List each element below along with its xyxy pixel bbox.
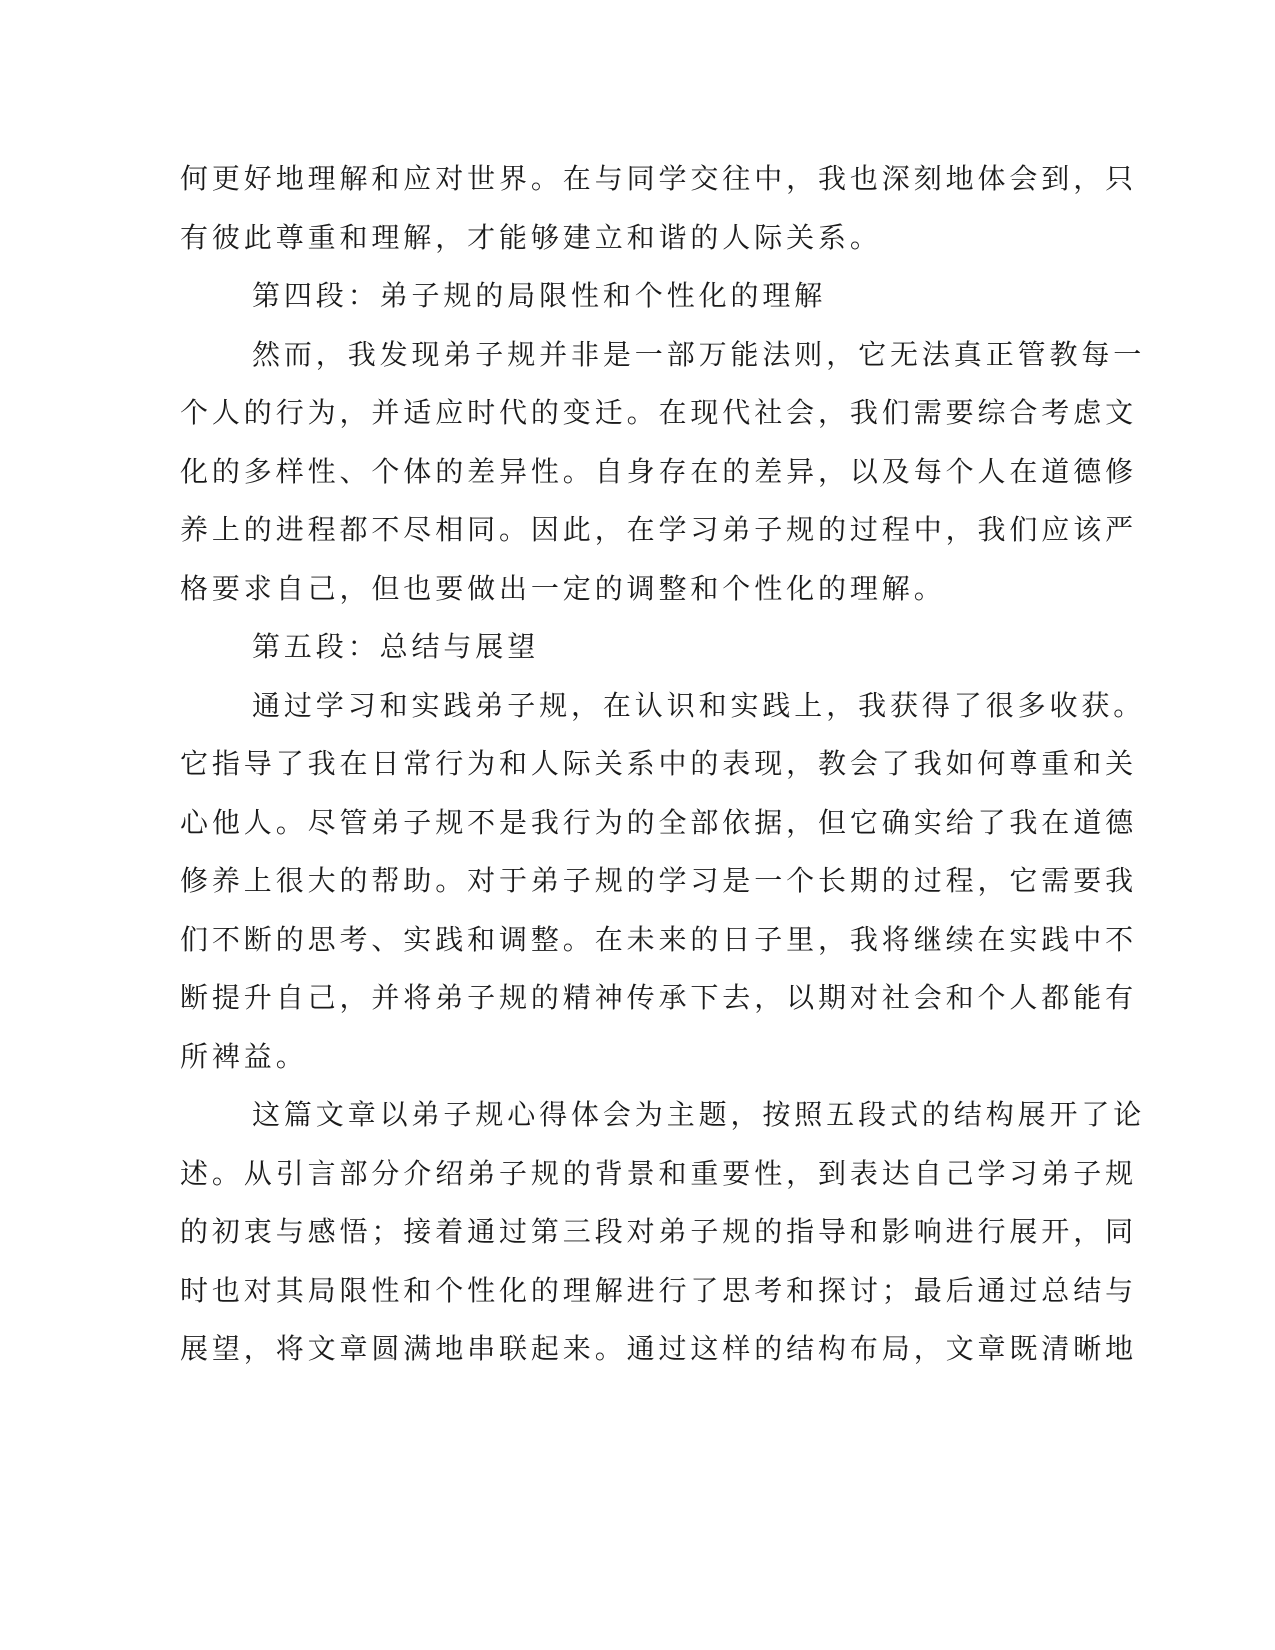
text-line-7: 养上的进程都不尽相同。因此，在学习弟子规的过程中，我们应该严 — [180, 513, 1138, 546]
text-line-15: 断提升自己，并将弟子规的精神传承下去，以期对社会和个人都能有 — [180, 981, 1138, 1014]
section-heading-5: 第五段：总结与展望 — [252, 630, 540, 663]
section-heading-4: 第四段：弟子规的局限性和个性化的理解 — [252, 279, 827, 312]
text-line-14: 们不断的思考、实践和调整。在未来的日子里，我将继续在实践中不 — [180, 923, 1138, 956]
text-line-12: 心他人。尽管弟子规不是我行为的全部依据，但它确实给了我在道德 — [180, 806, 1138, 839]
text-line-20: 时也对其局限性和个性化的理解进行了思考和探讨；最后通过总结与 — [180, 1274, 1138, 1307]
text-line-8: 格要求自己，但也要做出一定的调整和个性化的理解。 — [180, 572, 946, 605]
text-line-17: 这篇文章以弟子规心得体会为主题，按照五段式的结构展开了论 — [252, 1098, 1146, 1131]
text-line-10: 通过学习和实践弟子规，在认识和实践上，我获得了很多收获。 — [252, 689, 1146, 722]
text-line-21: 展望，将文章圆满地串联起来。通过这样的结构布局，文章既清晰地 — [180, 1332, 1138, 1365]
text-line-11: 它指导了我在日常行为和人际关系中的表现，教会了我如何尊重和关 — [180, 747, 1138, 780]
text-line-5: 个人的行为，并适应时代的变迁。在现代社会，我们需要综合考虑文 — [180, 396, 1138, 429]
text-line-1: 何更好地理解和应对世界。在与同学交往中，我也深刻地体会到，只 — [180, 162, 1138, 195]
text-line-16: 所裨益。 — [180, 1040, 308, 1073]
text-line-6: 化的多样性、个体的差异性。自身存在的差异，以及每个人在道德修 — [180, 455, 1138, 488]
text-line-13: 修养上很大的帮助。对于弟子规的学习是一个长期的过程，它需要我 — [180, 864, 1138, 897]
text-line-19: 的初衷与感悟；接着通过第三段对弟子规的指导和影响进行展开，同 — [180, 1215, 1138, 1248]
text-line-18: 述。从引言部分介绍弟子规的背景和重要性，到表达自己学习弟子规 — [180, 1157, 1138, 1190]
text-line-4: 然而，我发现弟子规并非是一部万能法则，它无法真正管教每一 — [252, 338, 1146, 371]
text-line-2: 有彼此尊重和理解，才能够建立和谐的人际关系。 — [180, 221, 882, 254]
